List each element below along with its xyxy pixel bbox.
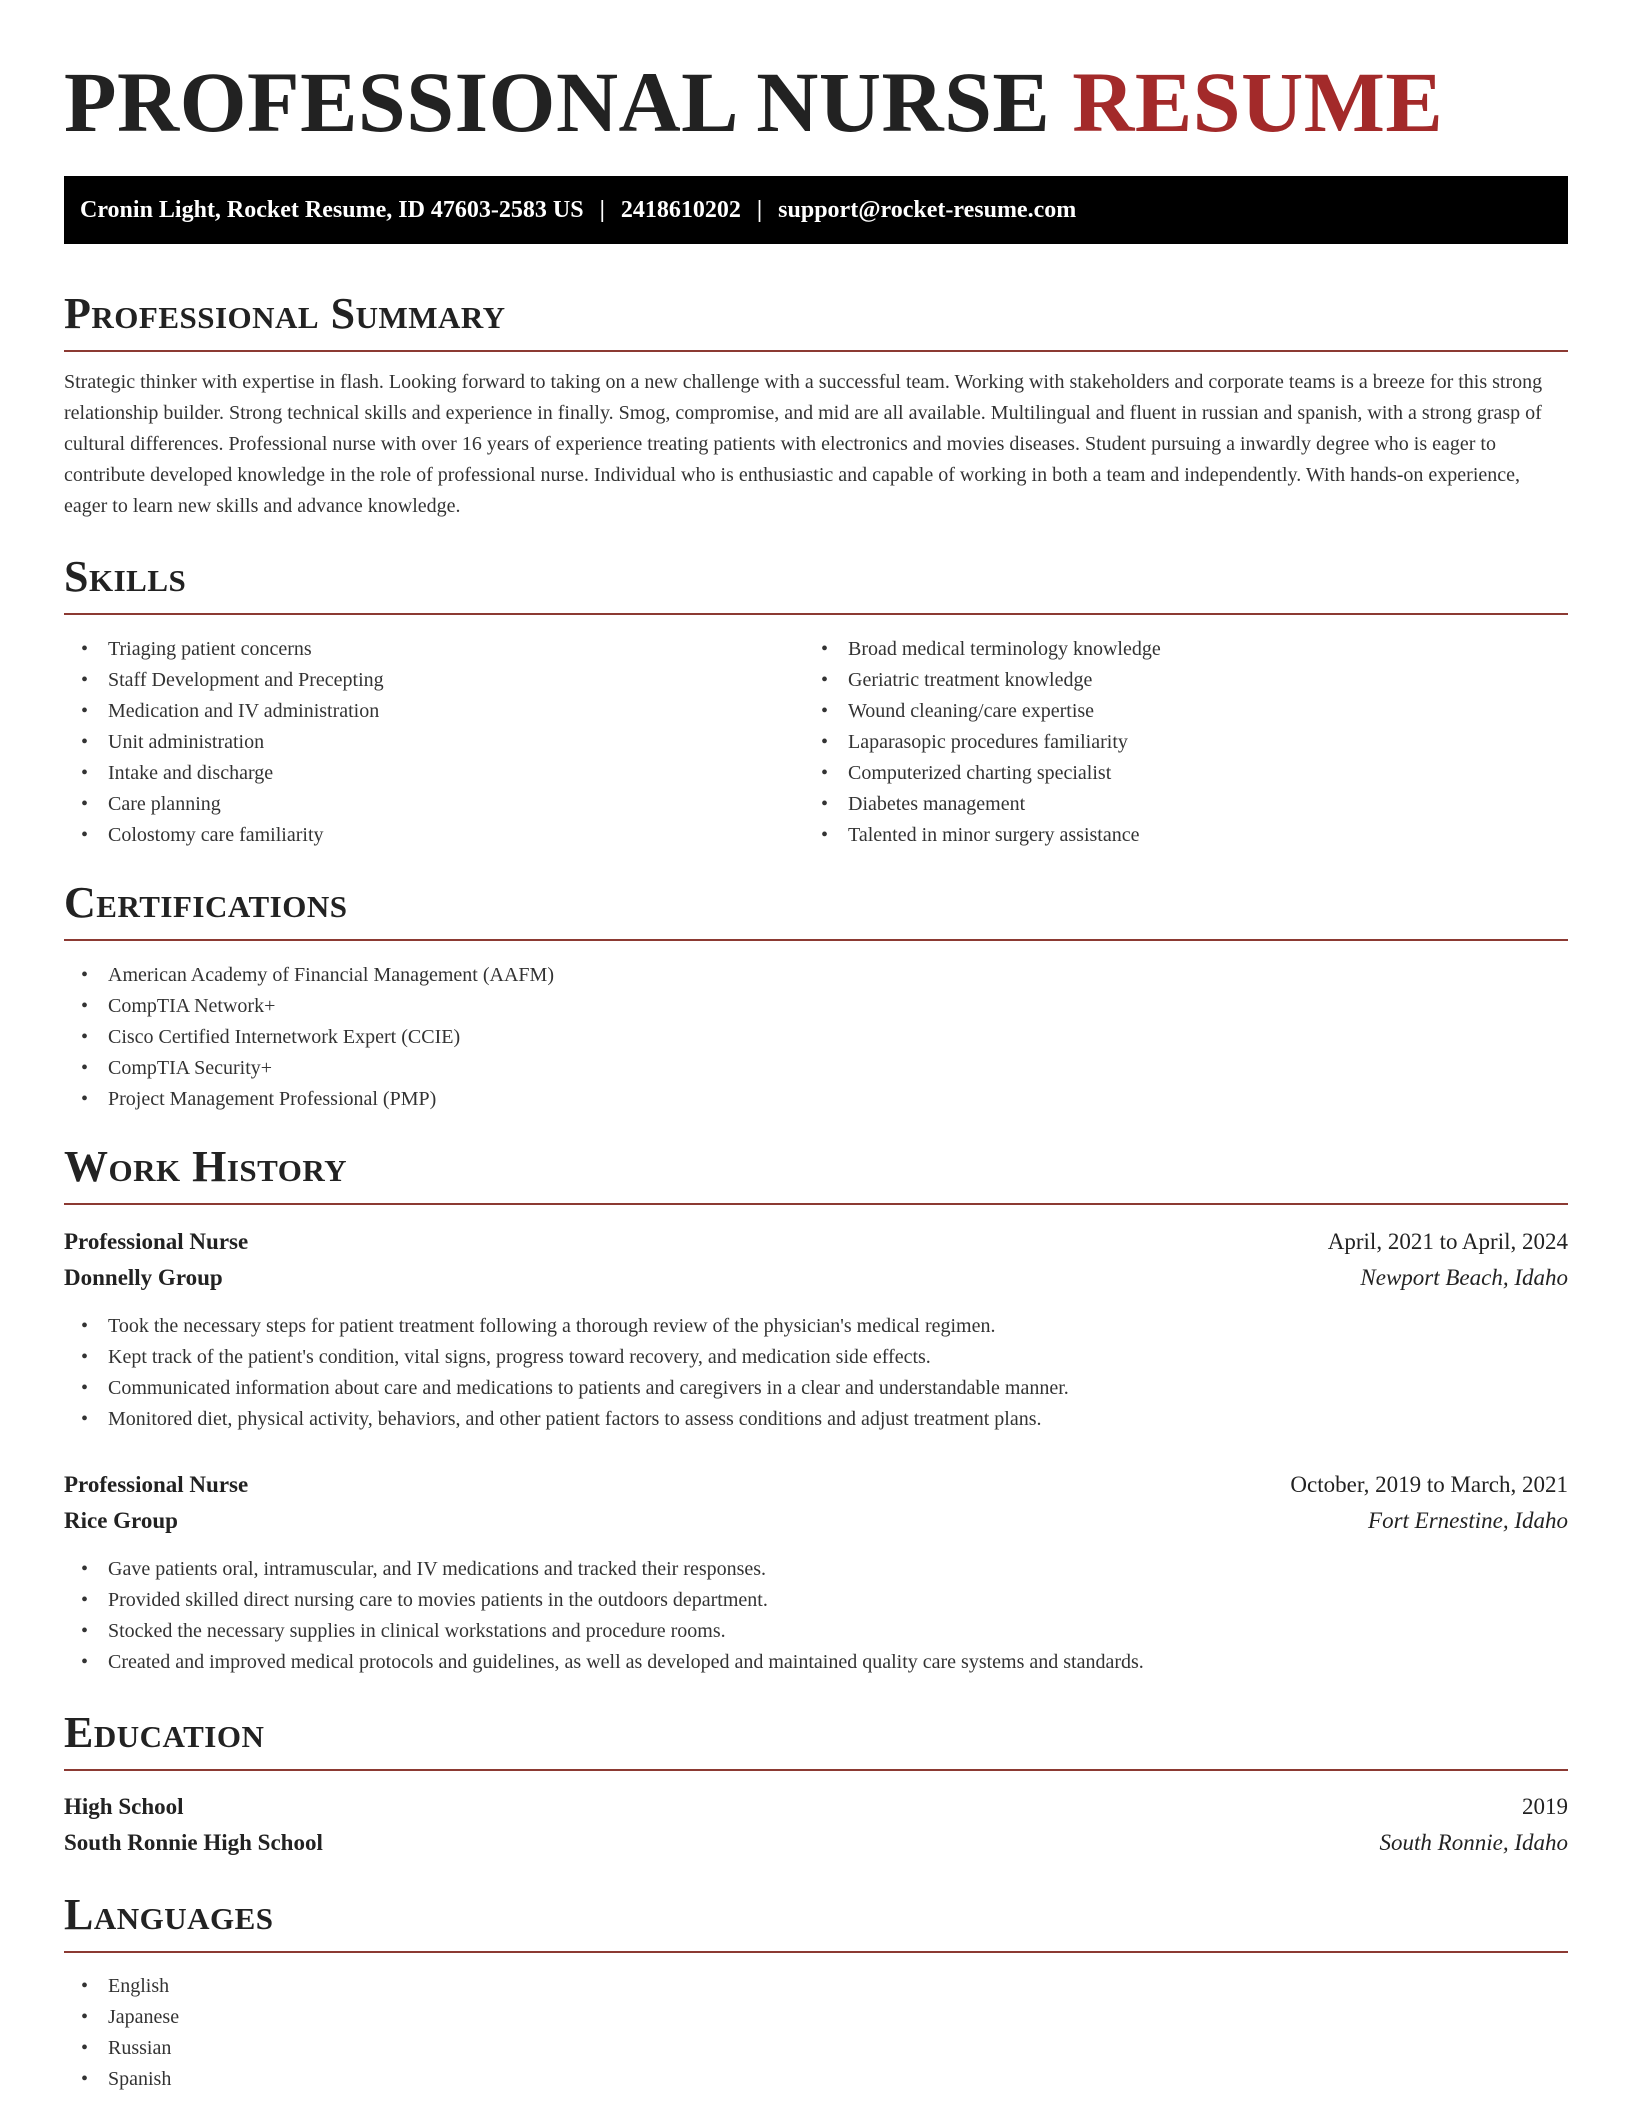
contact-email: support@rocket-resume.com [778,196,1077,223]
certification-item: • CompTIA Security+ [108,1053,554,1084]
skill-item: • Laparasopic procedures familiarity [848,727,1161,758]
job-bullet: • Provided skilled direct nursing care to movies patients in the outdoors department. [108,1585,1144,1616]
summary-heading: Professional Summary [64,289,506,338]
job-header-row [64,1224,1568,1260]
skill-item: • Care planning [108,789,384,820]
certifications-heading: Certifications [64,878,348,927]
skill-item: • Staff Development and Precepting [108,665,384,696]
language-item: • Japanese [108,2002,179,2033]
job-bullet: • Took the necessary steps for patient treatment following a thorough review of the physician's medical regimen. [108,1311,1069,1342]
contact-address: Cronin Light, Rocket Resume, ID 47603-2583 US [80,196,584,223]
skills-heading: Skills [64,552,187,601]
skill-item: • Triaging patient concerns [108,634,384,665]
resume-title [64,52,1443,152]
skill-item: • Unit administration [108,727,384,758]
skills-list-left [64,634,384,851]
job-title: Professional Nurse [64,1229,249,1254]
skill-item: • Talented in minor surgery assistance [848,820,1161,851]
job-bullets [64,1554,1144,1678]
job-company-row [64,1260,1568,1296]
skill-item: • Computerized charting specialist [848,758,1161,789]
language-item: • Russian [108,2033,179,2064]
certification-item: • Project Management Professional (PMP) [108,1084,554,1115]
work-section-header [64,1141,1568,1205]
summary-section-header [64,288,1568,352]
job-bullet: • Kept track of the patient's condition, vital signs, progress toward recovery, and medication side effects. [108,1342,1069,1373]
job-company: Rice Group [64,1508,178,1533]
job-bullet: • Created and improved medical protocols and guidelines, as well as developed and maintained quality care systems and standards. [108,1647,1144,1678]
job-company: Donnelly Group [64,1265,223,1290]
contact-separator: | [756,196,763,223]
language-item: • English [108,1971,179,2002]
education-section-header [64,1707,1568,1771]
job-bullets [64,1311,1069,1435]
title-main: PROFESSIONAL NURSE [64,54,1051,150]
certifications-list [64,960,554,1115]
education-heading: Education [64,1708,265,1757]
job-dates: April, 2021 to April, 2024 [1327,1229,1568,1254]
job-bullet: • Stocked the necessary supplies in clinical workstations and procedure rooms. [108,1616,1144,1647]
education-location: South Ronnie, Idaho [1379,1830,1568,1855]
education-school-row [64,1825,1568,1861]
job-dates: October, 2019 to March, 2021 [1290,1472,1568,1497]
skill-item: • Wound cleaning/care expertise [848,696,1161,727]
skill-item: • Intake and discharge [108,758,384,789]
languages-list [64,1971,179,2095]
job-location: Newport Beach, Idaho [1360,1265,1568,1290]
education-degree: High School [64,1794,184,1819]
title-accent: RESUME [1072,54,1444,150]
languages-heading: Languages [64,1890,274,1939]
languages-section-header [64,1889,1568,1953]
work-heading: Work History [64,1142,348,1191]
job-bullet: • Gave patients oral, intramuscular, and IV medications and tracked their responses. [108,1554,1144,1585]
job-company-row [64,1503,1568,1539]
education-degree-row [64,1789,1568,1825]
certification-item: • CompTIA Network+ [108,991,554,1022]
education-school: South Ronnie High School [64,1830,323,1855]
certification-item: • Cisco Certified Internetwork Expert (CCIE) [108,1022,554,1053]
language-item: • Spanish [108,2064,179,2095]
job-location: Fort Ernestine, Idaho [1368,1508,1568,1533]
skill-item: • Diabetes management [848,789,1161,820]
education-year: 2019 [1522,1794,1568,1819]
job-title: Professional Nurse [64,1472,249,1497]
skills-list-right [804,634,1161,851]
skill-item: • Medication and IV administration [108,696,384,727]
skill-item: • Broad medical terminology knowledge [848,634,1161,665]
skill-item: • Geriatric treatment knowledge [848,665,1161,696]
contact-phone: 2418610202 [620,196,741,223]
job-bullet: • Monitored diet, physical activity, behaviors, and other patient factors to assess conditions and adjust treatment plans. [108,1404,1069,1435]
job-bullet: • Communicated information about care and medications to patients and caregivers in a clear and understandable manner. [108,1373,1069,1404]
skill-item: • Colostomy care familiarity [108,820,384,851]
contact-bar [64,176,1568,244]
skills-section-header [64,551,1568,615]
certification-item: • American Academy of Financial Management (AAFM) [108,960,554,991]
contact-separator: | [599,196,605,223]
job-header-row [64,1467,1568,1503]
certifications-section-header [64,877,1568,941]
summary-text: Strategic thinker with expertise in flash. Looking forward to taking on a new challenge with a successful team. Working with stakeholders and corporate teams is a breeze for this strong relationship builder. Strong technical skills and experience in finally. Smog, compromise, and mid are all available. Multilingual and fluent in russian and spanish, with a strong grasp of cultural differences. Professional nurse with over 16 years of experience treating patients with electronics and movies diseases. Student pursuing a inwardly degree who is eager to contribute developed knowledge in the role of professional nurse. Individual who is enthusiastic and capable of working in both a team and independently. With hands-on experience, eager to learn new skills and advance knowledge. [64,371,1543,517]
